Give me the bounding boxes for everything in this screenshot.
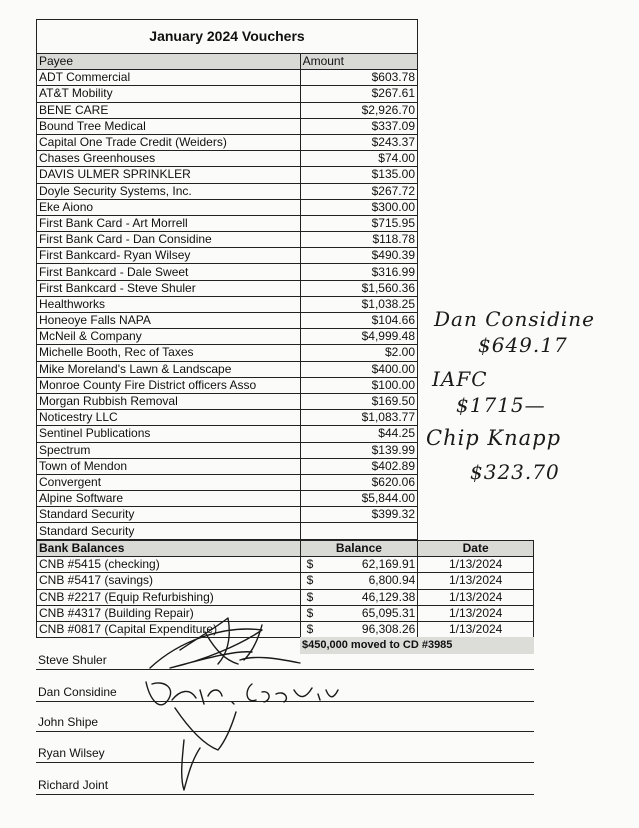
- payee-cell: First Bankcard - Steve Shuler: [37, 280, 301, 296]
- voucher-row: [37, 410, 418, 426]
- amount-cell: $300.00: [300, 199, 417, 215]
- amount-cell: $118.78: [300, 232, 417, 248]
- payee-header: Payee: [37, 54, 301, 70]
- voucher-row: [37, 361, 418, 377]
- account-cell: CNB #2217 (Equip Refurbishing): [37, 589, 301, 605]
- document-title: January 2024 Vouchers: [37, 20, 418, 54]
- balance-cell: [300, 573, 418, 589]
- handwritten-note-name: Dan Considine: [434, 307, 595, 331]
- payee-cell: Chases Greenhouses: [37, 151, 301, 167]
- signatory-name: Ryan Wilsey: [38, 746, 105, 760]
- amount-cell: $715.95: [300, 215, 417, 231]
- payee-cell: Spectrum: [37, 442, 301, 458]
- payee-cell: ADT Commercial: [37, 70, 301, 86]
- payee-cell: First Bankcard- Ryan Wilsey: [37, 248, 301, 264]
- balance-row: [37, 621, 534, 637]
- amount-header: Amount: [300, 54, 417, 70]
- balance-amount: 62,169.91: [361, 557, 416, 572]
- voucher-row: [37, 393, 418, 409]
- amount-cell: $1,560.36: [300, 280, 417, 296]
- amount-cell: $4,999.48: [300, 329, 417, 345]
- balance-row: [37, 589, 534, 605]
- voucher-row: [37, 474, 418, 490]
- balance-amount: 65,095.31: [361, 605, 416, 620]
- voucher-row: [37, 523, 418, 539]
- voucher-row: [37, 215, 418, 231]
- voucher-row: [37, 118, 418, 134]
- amount-cell: $399.32: [300, 507, 417, 523]
- bank-balance-table: [36, 540, 534, 638]
- signatory-name: Richard Joint: [38, 778, 109, 792]
- payee-cell: Healthworks: [37, 296, 301, 312]
- voucher-table: [36, 19, 418, 540]
- amount-cell: $169.50: [300, 393, 417, 409]
- amount-cell: $1,038.25: [300, 296, 417, 312]
- voucher-row: [37, 345, 418, 361]
- payee-cell: First Bank Card - Dan Considine: [37, 232, 301, 248]
- payee-cell: Alpine Software: [37, 491, 301, 507]
- voucher-row: [37, 313, 418, 329]
- date-cell: 1/13/2024: [418, 621, 534, 637]
- balance-rows: [37, 557, 534, 638]
- amount-cell: $100.00: [300, 377, 417, 393]
- payee-cell: McNeil & Company: [37, 329, 301, 345]
- balance-row: [37, 557, 534, 573]
- account-cell: CNB #0817 (Capital Expenditure): [37, 621, 301, 637]
- payee-cell: Eke Aiono: [37, 199, 301, 215]
- cd-transfer-note: $450,000 moved to CD #3985: [300, 637, 534, 654]
- amount-cell: $74.00: [300, 151, 417, 167]
- voucher-row: [37, 70, 418, 86]
- amount-cell: $490.39: [300, 248, 417, 264]
- voucher-row: [37, 183, 418, 199]
- balance-row: [37, 573, 534, 589]
- account-cell: CNB #4317 (Building Repair): [37, 605, 301, 621]
- payee-cell: Doyle Security Systems, Inc.: [37, 183, 301, 199]
- currency-symbol: $: [306, 589, 314, 604]
- payee-cell: Convergent: [37, 474, 301, 490]
- amount-cell: $603.78: [300, 70, 417, 86]
- payee-cell: Noticestry LLC: [37, 410, 301, 426]
- voucher-row: [37, 264, 418, 280]
- bank-balances-header: Bank Balances: [37, 541, 301, 557]
- voucher-row: [37, 86, 418, 102]
- date-cell: 1/13/2024: [418, 557, 534, 573]
- balance-header: Balance: [300, 541, 418, 557]
- payee-cell: Sentinel Publications: [37, 426, 301, 442]
- account-cell: CNB #5417 (savings): [37, 573, 301, 589]
- signature-line: [36, 684, 534, 702]
- amount-cell: $135.00: [300, 167, 417, 183]
- amount-cell: $5,844.00: [300, 491, 417, 507]
- payee-cell: Morgan Rubbish Removal: [37, 393, 301, 409]
- amount-cell: $104.66: [300, 313, 417, 329]
- currency-symbol: $: [306, 605, 314, 620]
- date-cell: 1/13/2024: [418, 589, 534, 605]
- amount-cell: $44.25: [300, 426, 417, 442]
- currency-symbol: $: [306, 557, 314, 572]
- amount-cell: $267.72: [300, 183, 417, 199]
- voucher-row: [37, 167, 418, 183]
- signature-line: [36, 714, 534, 732]
- handwritten-note-name: Chip Knapp: [426, 426, 562, 450]
- payee-cell: Capital One Trade Credit (Weiders): [37, 134, 301, 150]
- payee-cell: Michelle Booth, Rec of Taxes: [37, 345, 301, 361]
- amount-cell: $400.00: [300, 361, 417, 377]
- signature-line: [36, 777, 534, 795]
- balance-cell: [300, 589, 418, 605]
- date-cell: 1/13/2024: [418, 605, 534, 621]
- payee-cell: Mike Moreland's Lawn & Landscape: [37, 361, 301, 377]
- balance-cell: [300, 605, 418, 621]
- amount-cell: $316.99: [300, 264, 417, 280]
- payee-cell: Bound Tree Medical: [37, 118, 301, 134]
- voucher-row: [37, 134, 418, 150]
- payee-cell: Honeoye Falls NAPA: [37, 313, 301, 329]
- voucher-row: [37, 102, 418, 118]
- balance-amount: 96,308.26: [361, 622, 416, 637]
- amount-cell: $620.06: [300, 474, 417, 490]
- signature-line: [36, 745, 534, 763]
- balance-row: [37, 605, 534, 621]
- voucher-row: [37, 199, 418, 215]
- voucher-row: [37, 329, 418, 345]
- amount-cell: $402.89: [300, 458, 417, 474]
- handwritten-note-amount: $1715—: [456, 393, 546, 417]
- date-cell: 1/13/2024: [418, 573, 534, 589]
- voucher-row: [37, 296, 418, 312]
- voucher-row: [37, 280, 418, 296]
- voucher-row: [37, 248, 418, 264]
- amount-cell: $243.37: [300, 134, 417, 150]
- amount-cell: $337.09: [300, 118, 417, 134]
- voucher-rows: [37, 70, 418, 539]
- balance-amount: 6,800.94: [368, 573, 416, 588]
- payee-cell: BENE CARE: [37, 102, 301, 118]
- amount-cell: $267.61: [300, 86, 417, 102]
- payee-cell: First Bank Card - Art Morrell: [37, 215, 301, 231]
- voucher-row: [37, 507, 418, 523]
- payee-cell: First Bankcard - Dale Sweet: [37, 264, 301, 280]
- date-header: Date: [418, 541, 534, 557]
- account-cell: CNB #5415 (checking): [37, 557, 301, 573]
- payee-cell: AT&T Mobility: [37, 86, 301, 102]
- voucher-row: [37, 426, 418, 442]
- voucher-row: [37, 151, 418, 167]
- amount-cell: $2,926.70: [300, 102, 417, 118]
- payee-cell: Standard Security: [37, 523, 301, 539]
- balance-cell: [300, 557, 418, 573]
- payee-cell: Town of Mendon: [37, 458, 301, 474]
- balance-amount: 46,129.38: [361, 589, 416, 604]
- amount-cell: $1,083.77: [300, 410, 417, 426]
- signatory-name: John Shipe: [38, 715, 99, 729]
- signatory-name: Dan Considine: [38, 685, 117, 699]
- amount-cell: [300, 523, 417, 539]
- handwritten-note-name: IAFC: [432, 367, 488, 391]
- amount-cell: $2.00: [300, 345, 417, 361]
- voucher-row: [37, 491, 418, 507]
- amount-cell: $139.99: [300, 442, 417, 458]
- voucher-row: [37, 377, 418, 393]
- voucher-row: [37, 442, 418, 458]
- payee-cell: DAVIS ULMER SPRINKLER: [37, 167, 301, 183]
- currency-symbol: $: [306, 622, 314, 637]
- signature-line: [36, 652, 534, 670]
- signatory-name: Steve Shuler: [38, 653, 107, 667]
- currency-symbol: $: [306, 573, 314, 588]
- balance-cell: [300, 621, 418, 637]
- voucher-row: [37, 232, 418, 248]
- payee-cell: Standard Security: [37, 507, 301, 523]
- handwritten-note-amount: $649.17: [478, 333, 568, 357]
- payee-cell: Monroe County Fire District officers Asso: [37, 377, 301, 393]
- handwritten-note-amount: $323.70: [470, 460, 560, 484]
- voucher-row: [37, 458, 418, 474]
